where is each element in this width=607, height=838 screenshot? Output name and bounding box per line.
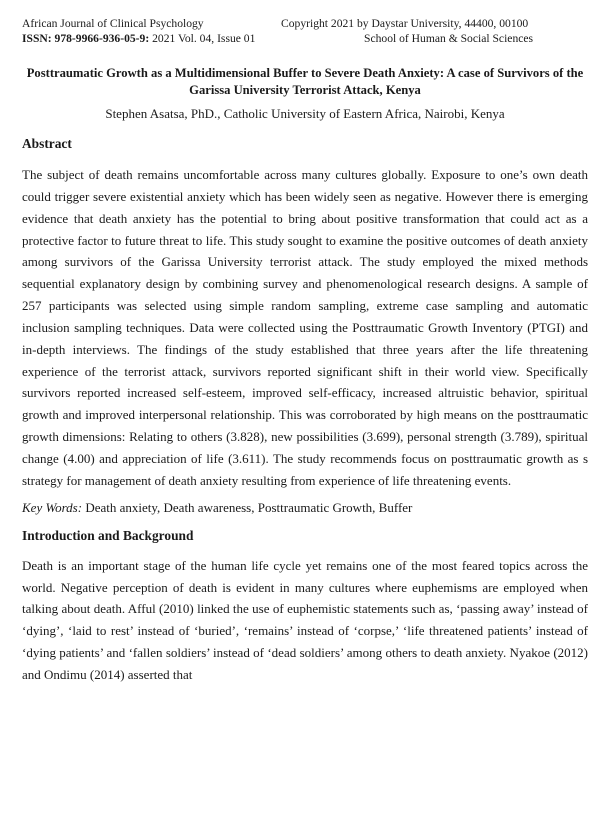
paper-page: [22, 16, 588, 686]
paper-title: Posttraumatic Growth as a Multidimensional Buffer to Severe Death Anxiety: A case of Survivors of the Garissa University Terrorist Attack, Kenya: [26, 66, 584, 97]
keywords: [22, 498, 588, 518]
introduction-heading: Introduction and Background: [22, 527, 194, 543]
keywords-text: Death anxiety, Death awareness, Posttraumatic Growth, Buffer: [82, 499, 413, 515]
issn-label: ISSN: 978-9966-936-05-9:: [22, 32, 150, 45]
issue-info: 2021 Vol. 04, Issue 01: [152, 32, 256, 45]
journal-name: African Journal of Clinical Psychology: [22, 17, 204, 30]
issn-line: [22, 31, 255, 46]
introduction-text: Death is an important stage of the human life cycle yet remains one of the most feared topics across the world. Negative perception of death is evident in many cultures where euphemisms are employed when talking about death. Afful (2010) linked the use of euphemistic statements such as, ‘passing away’ instead of ‘dying’, ‘laid to rest’ instead of ‘buried’, ‘remains’ instead of ‘corpse,’ ‘life threatened patients’ instead of ‘dying patients’ and ‘fallen soldiers’ instead of ‘dead soldiers’ among others to death anxiety. Nyakoe (2012) and Ondimu (2014) asserted that: [22, 557, 588, 682]
keywords-label: Key Words:: [22, 499, 83, 515]
author-line: Stephen Asatsa, PhD., Catholic University of Eastern Africa, Nairobi, Kenya: [105, 106, 505, 121]
running-header: [22, 16, 588, 46]
abstract-text: The subject of death remains uncomfortable across many cultures globally. Exposure to one’s own death could trigger severe existential anxiety which has been widely seen as negative. However there is emerging evidence that death anxiety has the potential to bring about positive transformation that could act as a protective factor to future threat to life. This study sought to examine the positive outcomes of death anxiety among survivors of the Garissa University terrorist attack. The study employed the mixed methods sequential explanatory design by combining survey and phenomenological research designs. A sample of 257 participants was selected using simple random sampling, extreme case sampling and automatic inclusion sampling techniques. Data were collected using the Posttraumatic Growth Inventory (PTGI) and in-depth interviews. The findings of the study established that three years after the life threatening experience of the terrorist attack, survivors reported significant shift in their world view. Specifically survivors reported increased self-esteem, improved self-efficacy, increased altruistic behavior, spiritual growth and improved interpersonal relationship. This was corroborated by high means on the posttraumatic growth dimensions: Relating to others (3.828), new possibilities (3.699), personal strength (3.789), spiritual change (4.00) and appreciation of life (3.611). The study recommends focus on posttraumatic growth as s strategy for management of death anxiety resulting from experience of life threatening events.: [22, 167, 588, 488]
abstract-heading: Abstract: [22, 136, 72, 151]
copyright-notice: Copyright 2021 by Daystar University, 44400, 00100: [281, 17, 529, 30]
school-name: School of Human & Social Sciences: [364, 32, 534, 45]
